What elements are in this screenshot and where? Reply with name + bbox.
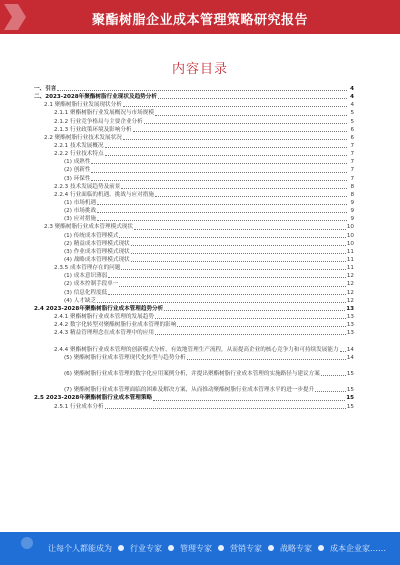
toc-leader-dots (108, 276, 346, 278)
toc-page-number: 12 (346, 289, 354, 296)
footer-item: 成本企业家…… (330, 544, 386, 553)
toc-entry-text: 2.4.3 精益管理理念在成本管理中的应用 (54, 330, 154, 337)
toc-entry-text: 二、2023-2028年聚酯树脂行业现状及趋势分析 (34, 94, 157, 101)
toc-entry[interactable] (34, 215, 354, 223)
toc-entry[interactable] (34, 313, 354, 321)
toc-entry[interactable] (34, 101, 354, 109)
toc-entry[interactable] (34, 240, 354, 248)
toc-entry-text: 一、引言 (34, 85, 57, 92)
toc-entry[interactable] (34, 175, 354, 183)
toc-entry-text: (2) 市场挑战 (64, 208, 97, 215)
toc-page-number: 11 (346, 248, 354, 255)
toc-entry[interactable] (34, 362, 354, 378)
toc-leader-dots (105, 407, 346, 409)
toc-page-number: 6 (350, 126, 354, 133)
toc-entry[interactable] (34, 297, 354, 305)
toc-page-number: 5 (350, 110, 354, 117)
toc-page-number: 13 (346, 313, 354, 320)
toc-leader-dots (121, 268, 346, 270)
toc-page-number: 4 (350, 85, 354, 92)
toc-leader-dots (155, 114, 347, 116)
toc-leader-dots (97, 301, 346, 303)
toc-entry-text: 2.4 2023-2028年聚酯树脂行业成本管理趋势分析 (34, 305, 164, 312)
toc-leader-dots (97, 203, 347, 205)
toc-page-number: 12 (346, 297, 354, 304)
toc-page-number: 15 (346, 370, 354, 377)
toc-entry-text: (1) 成熟性 (64, 159, 91, 166)
footer-item: 管理专家 (180, 544, 212, 553)
bullet-icon (168, 545, 174, 551)
toc-entry[interactable] (34, 158, 354, 166)
toc-page-number: 15 (346, 395, 354, 402)
toc-leader-dots (123, 138, 347, 140)
toc-entry-text: 2.5.1 行业成本分析 (54, 403, 104, 410)
toc-entry-text: 2.2 聚酯树脂行业技术发展状况 (44, 134, 122, 141)
toc-entry-text: 2.4.1 聚酯树脂行业成本管理的发展趋势 (54, 313, 154, 320)
toc-entry-text: (6) 聚酯树脂行业成本管理的数字化应用案例分析，并提出聚酯树脂行业成本管理的实施路径与建议方案 (64, 370, 320, 377)
footer-logo-icon (20, 536, 34, 550)
toc-page-number: 15 (346, 403, 354, 410)
toc-entry[interactable] (34, 337, 354, 353)
toc-leader-dots (91, 179, 347, 181)
toc-entry-text: (3) 应对措施 (64, 216, 97, 223)
toc-entry-text: 2.1 聚酯树脂行业发展现状分析 (44, 102, 122, 109)
toc-leader-dots (153, 399, 345, 401)
toc-leader-dots (108, 293, 346, 295)
toc-leader-dots (121, 187, 347, 189)
toc-entry-text: 2.3 聚酯树脂行业成本管理模式现状 (44, 224, 133, 231)
report-header-bar (0, 0, 400, 34)
toc-page-number: 9 (350, 199, 354, 206)
toc-leader-dots (155, 195, 347, 197)
toc-leader-dots (187, 358, 346, 360)
toc-entry[interactable] (34, 256, 354, 264)
toc-leader-dots (315, 390, 346, 392)
toc-page-number: 8 (350, 183, 354, 190)
toc-page-number: 7 (350, 175, 354, 182)
toc-page-number: 4 (350, 94, 354, 101)
footer-bar (0, 532, 400, 565)
toc-leader-dots (177, 325, 346, 327)
toc-entry[interactable] (34, 166, 354, 174)
toc-entry-text: (1) 传统成本管理模式 (64, 232, 119, 239)
toc-entry-text: 2.1.1 聚酯树脂行业发展概况与市场规模 (54, 110, 154, 117)
toc-leader-dots (105, 146, 347, 148)
toc-entry[interactable] (34, 150, 354, 158)
toc-entry-text: 2.1.3 行业政策环境及影响分析 (54, 126, 132, 133)
toc-entry[interactable] (34, 403, 354, 411)
toc-entry[interactable] (34, 272, 354, 280)
toc-entry-text: 2.2.1 技术发展概况 (54, 142, 104, 149)
toc-page-number: 5 (350, 118, 354, 125)
toc-page-number: 13 (346, 322, 354, 329)
toc-leader-dots (155, 333, 346, 335)
toc-page-number: 15 (346, 387, 354, 394)
toc-leader-dots (131, 244, 346, 246)
bullet-icon (118, 545, 124, 551)
toc-leader-dots (155, 317, 346, 319)
toc-entry[interactable] (34, 289, 354, 297)
bullet-icon (268, 545, 274, 551)
toc-entry-text: 2.2.4 行业面临的机遇、挑战与应对措施 (54, 191, 154, 198)
toc-page-number: 10 (346, 240, 354, 247)
footer-item: 行业专家 (130, 544, 162, 553)
toc-leader-dots (119, 236, 345, 238)
report-title: 聚酯树脂企业成本管理策略研究报告 (91, 13, 308, 28)
footer-item: 营销专家 (230, 544, 262, 553)
toc-page-number: 14 (346, 346, 354, 353)
toc-page-number: 9 (350, 208, 354, 215)
toc-entry[interactable] (34, 305, 354, 313)
toc-entry-text: (3) 信息化程度低 (64, 289, 108, 296)
toc-leader-dots (158, 97, 347, 99)
toc-entry-text: (2) 创新性 (64, 167, 91, 174)
toc-page-number: 13 (346, 330, 354, 337)
toc-entry[interactable] (34, 183, 354, 191)
toc-leader-dots (131, 260, 346, 262)
toc-leader-dots (123, 105, 347, 107)
toc-leader-dots (57, 89, 347, 91)
toc-entry-text: (5) 聚酯树脂行业成本管理现代化转型与趋势分析 (64, 354, 186, 361)
toc-page-number: 10 (346, 232, 354, 239)
toc-entry-text: 2.2.2 行业技术特点 (54, 151, 104, 158)
bullet-icon (218, 545, 224, 551)
toc-entry[interactable] (34, 321, 354, 329)
toc-entry-text: (3) 环保性 (64, 175, 91, 182)
table-of-contents (34, 85, 354, 505)
toc-entry-text: 2.4.2 数字化转型对聚酯树脂行业成本管理的影响 (54, 322, 177, 329)
toc-page-number: 11 (346, 265, 354, 272)
toc-leader-dots (119, 285, 345, 287)
toc-page-number: 8 (350, 191, 354, 198)
toc-entry[interactable] (34, 378, 354, 394)
toc-leader-dots (321, 374, 346, 376)
toc-leader-dots (91, 162, 347, 164)
toc-entry[interactable] (34, 191, 354, 199)
footer-slogan (48, 543, 386, 554)
toc-leader-dots (340, 350, 346, 352)
toc-entry[interactable] (34, 232, 354, 240)
toc-leader-dots (97, 219, 347, 221)
footer-item: 战略专家 (280, 544, 312, 553)
toc-entry-text: 2.1.2 行业竞争格局与主要企业分析 (54, 118, 143, 125)
toc-page-number: 7 (350, 142, 354, 149)
toc-leader-dots (134, 228, 346, 230)
toc-entry[interactable] (34, 329, 354, 337)
toc-leader-dots (105, 154, 347, 156)
toc-entry-text: (7) 聚酯树脂行业成本管理面临的困难及解决方案，从而推动聚酯树脂行业成本管理水平的进一步提升 (64, 387, 315, 394)
toc-entry[interactable] (34, 199, 354, 207)
toc-page-number: 14 (346, 354, 354, 361)
toc-entry-text: 2.4.4 聚酯树脂行业成本管理的创新模式分析，有效地管理生产流程，从而提高企业的核心竞争力和可持续发展能力 (54, 346, 339, 353)
toc-leader-dots (131, 252, 346, 254)
toc-entry[interactable] (34, 354, 354, 362)
toc-page-number: 7 (350, 159, 354, 166)
toc-leader-dots (91, 171, 347, 173)
toc-leader-dots (97, 211, 347, 213)
toc-page-number: 13 (346, 305, 354, 312)
toc-entry[interactable] (34, 109, 354, 117)
toc-page-number: 12 (346, 281, 354, 288)
toc-entry-text: (4) 人才缺乏 (64, 297, 97, 304)
toc-leader-dots (164, 309, 345, 311)
bullet-icon (318, 545, 324, 551)
toc-entry[interactable] (34, 126, 354, 134)
toc-entry-text: (4) 战略成本管理模式现状 (64, 256, 130, 263)
toc-entry[interactable] (34, 264, 354, 272)
toc-entry[interactable] (34, 280, 354, 288)
toc-entry-text: (1) 成本意识薄弱 (64, 273, 108, 280)
toc-entry[interactable] (34, 118, 354, 126)
toc-entry-text: 2.5 2023-2028年聚酯树脂行业成本管理策略 (34, 395, 153, 402)
toc-entry[interactable] (34, 207, 354, 215)
toc-page-number: 12 (346, 273, 354, 280)
toc-page-number: 4 (350, 102, 354, 109)
toc-leader-dots (133, 130, 347, 132)
toc-entry[interactable] (34, 85, 354, 93)
toc-entry-text: (2) 成本控制手段单一 (64, 281, 119, 288)
toc-entry-text: (3) 作业成本管理模式现状 (64, 248, 130, 255)
toc-entry[interactable] (34, 142, 354, 150)
toc-page-number: 7 (350, 167, 354, 174)
toc-entry[interactable] (34, 248, 354, 256)
toc-leader-dots (144, 122, 347, 124)
toc-entry-text: (1) 市场机遇 (64, 199, 97, 206)
toc-entry-text: 2.3.5 成本管理存在的问题 (54, 265, 121, 272)
toc-page-number: 7 (350, 151, 354, 158)
toc-page-number: 11 (346, 256, 354, 263)
toc-entry-text: 2.2.3 技术发展趋势及前景 (54, 183, 121, 190)
toc-entry[interactable] (34, 93, 354, 101)
toc-heading: 内容目录 (171, 62, 228, 77)
toc-entry[interactable] (34, 134, 354, 142)
footer-lead-text: 让每个人都能成为 (48, 544, 112, 553)
toc-page-number: 10 (346, 224, 354, 231)
toc-entry[interactable] (34, 223, 354, 231)
toc-page-number: 9 (350, 216, 354, 223)
toc-entry-text: (2) 精益成本管理模式现状 (64, 240, 130, 247)
toc-page-number: 6 (350, 134, 354, 141)
toc-entry[interactable] (34, 394, 354, 402)
